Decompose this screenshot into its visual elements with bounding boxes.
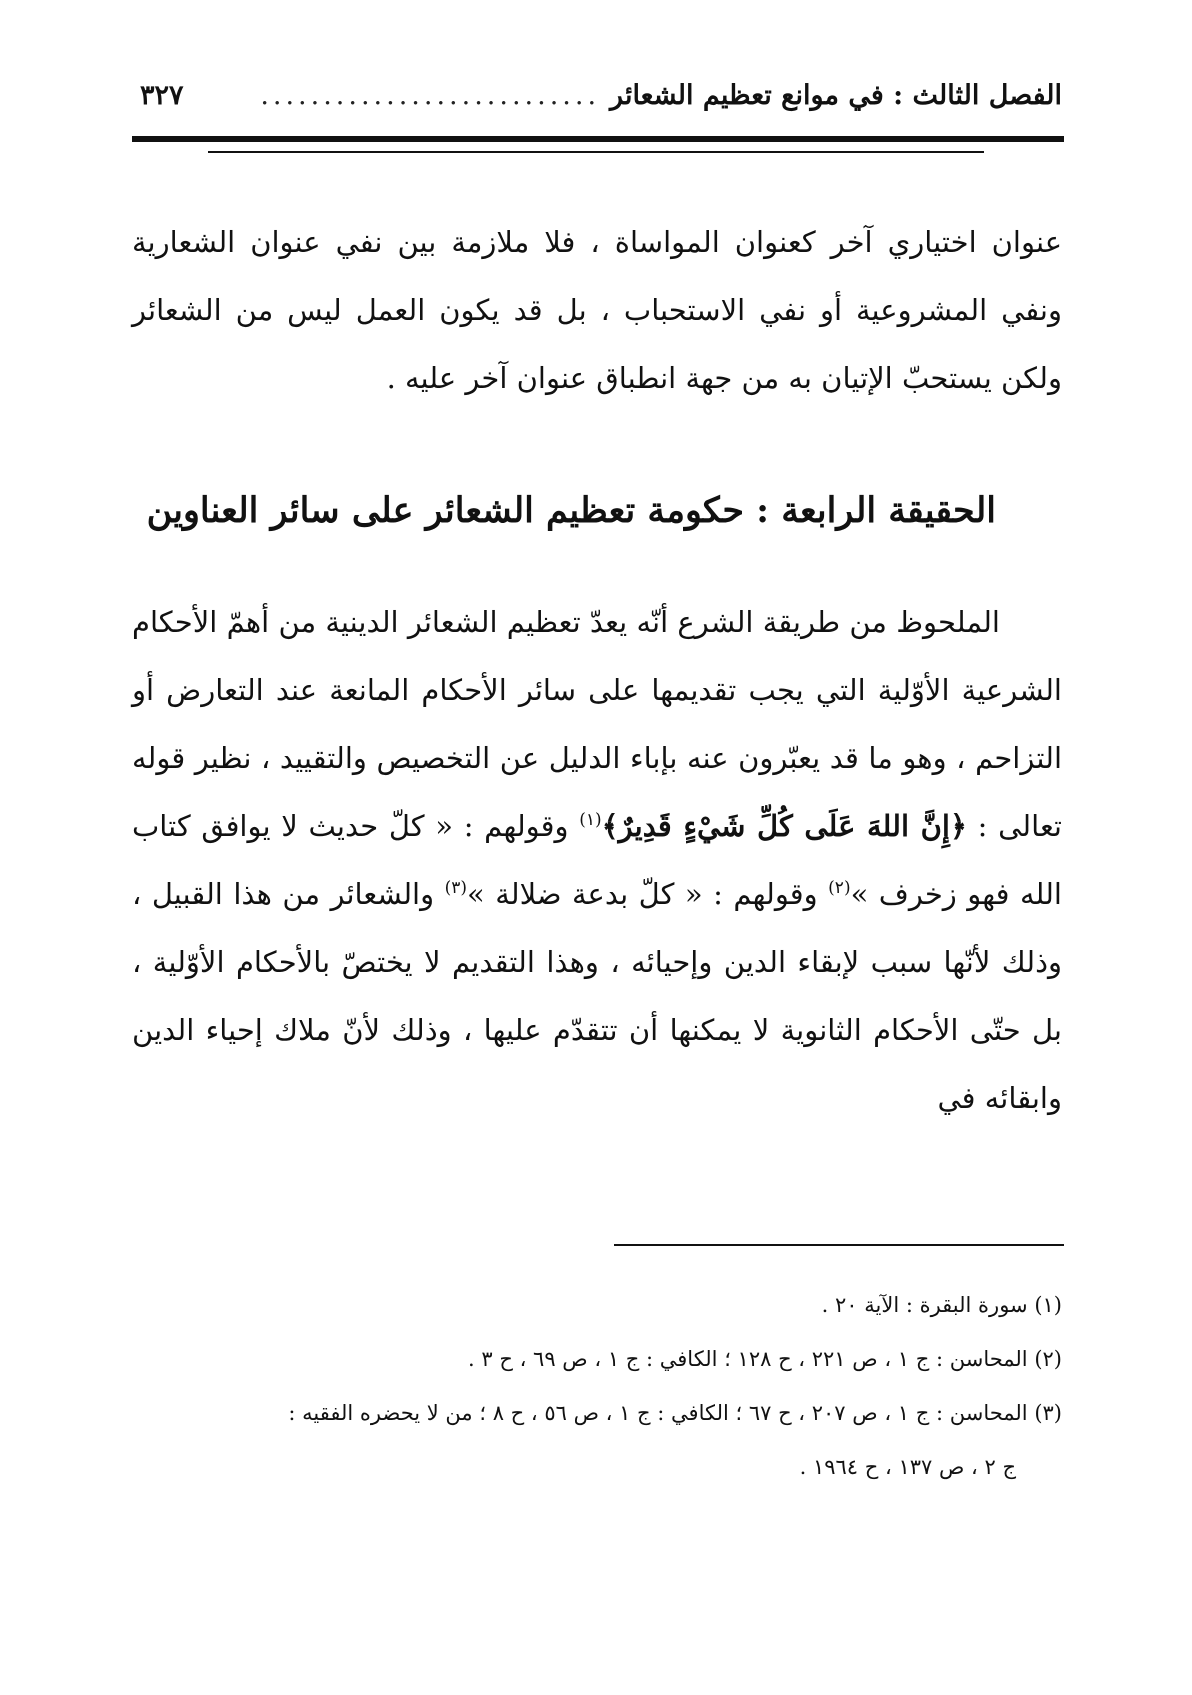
footnote-1: (١) سورة البقرة : الآية ٢٠ . xyxy=(821,1293,1062,1317)
footnote-3-continuation: ج ٢ ، ص ١٣٧ ، ح ١٩٦٤ . xyxy=(799,1455,1016,1479)
chapter-title: الفصل الثالث : في موانع تعظيم الشعائر xyxy=(610,79,1062,111)
paragraph-2-part-4: والشعائر من هذا القبيل ، وذلك لأنّها سبب لإبقاء الدين وإحيائه ، وهذا التقديم لا يختصّ بالأحكام الأوّلية ، بل حتّى الأحكام الثانوية لا يمكنها أن تتقدّم عليها ، وذلك لأنّ ملاك إحياء الدين وابقائه في xyxy=(132,877,1062,1115)
dot-leader: ........................... xyxy=(260,79,601,111)
footnote-ref-2: (٢) xyxy=(828,878,851,898)
paragraph-2 xyxy=(132,588,1062,1132)
heading-label: الحقيقة الرابعة : xyxy=(756,490,996,531)
quran-verse: ﴿إِنَّ اللهَ عَلَى كُلِّ شَيْءٍ قَدِيرٌ﴾ xyxy=(601,809,967,843)
section-heading xyxy=(146,490,996,531)
paragraph-2-part-2: وقولهم : « كلّ حديث لا يوافق كتاب الله فهو زخرف » xyxy=(132,809,1062,911)
paragraph-2-part-1: الملحوظ من طريقة الشرع أنّه يعدّ تعظيم الشعائر الدينية من أهمّ الأحكام الشرعية الأوّلية التي يجب تقديمها على سائر الأحكام المانعة عند التعارض أو التزاحم ، وهو ما قد يعبّرون عنه بإباء الدليل عن التخصيص والتقييد ، نظير قوله تعالى : xyxy=(132,605,1063,843)
running-header xyxy=(140,70,1062,120)
paragraph-2-part-3: وقولهم : « كلّ بدعة ضلالة » xyxy=(467,877,829,911)
footnotes xyxy=(132,1278,1062,1494)
footnote-ref-3: (٣) xyxy=(444,878,468,898)
footnote-3: (٣) المحاسن : ج ١ ، ص ٢٠٧ ، ح ٦٧ ؛ الكافي : ج ١ ، ص ٥٦ ، ح ٨ ؛ من لا يحضره الفقيه : xyxy=(288,1401,1062,1425)
header-rule-thin xyxy=(208,151,984,153)
footnote-ref-1: (١) xyxy=(579,810,602,830)
footnote-separator xyxy=(614,1244,1064,1246)
page-number: ٣٢٧ xyxy=(140,79,184,111)
heading-text: حكومة تعظيم الشعائر على سائر العناوين xyxy=(146,490,757,531)
header-rule-thick xyxy=(132,136,1064,142)
paragraph-1: عنوان اختياري آخر كعنوان المواساة ، فلا ملازمة بين نفي عنوان الشعارية ونفي المشروعية أو نفي الاستحباب ، بل قد يكون العمل ليس من الشعائر ولكن يستحبّ الإتيان به من جهة انطباق عنوان آخر عليه . xyxy=(132,225,1062,395)
footnote-2: (٢) المحاسن : ج ١ ، ص ٢٢١ ، ح ١٢٨ ؛ الكافي : ج ١ ، ص ٦٩ ، ح ٣ . xyxy=(468,1347,1062,1371)
